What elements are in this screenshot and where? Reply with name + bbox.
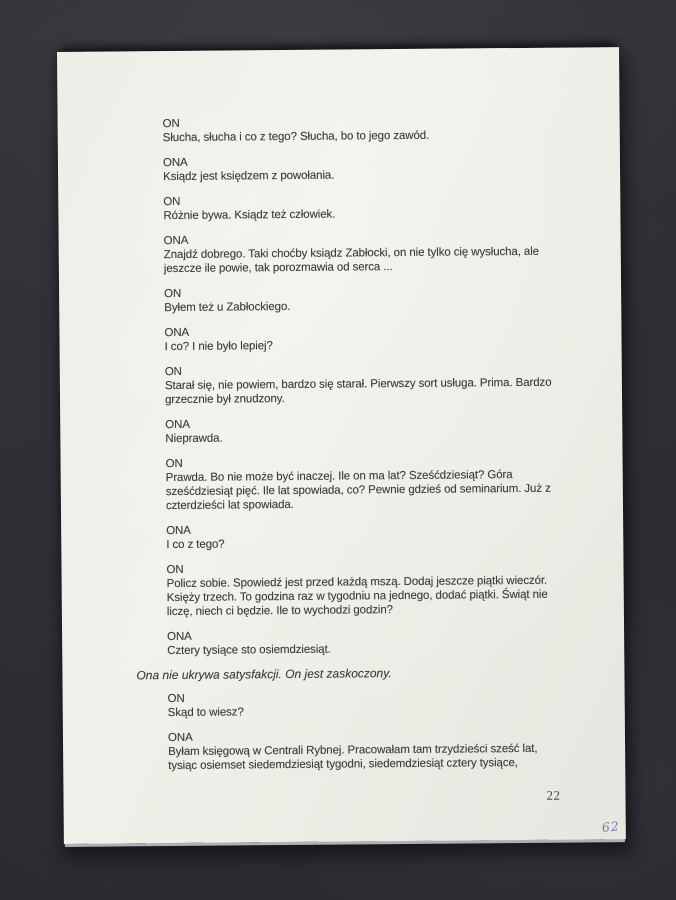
dialogue-block	[165, 415, 558, 446]
dialogue-block	[168, 689, 561, 720]
dialogue-line: Cztery tysiące sto osiemdziesiąt.	[167, 643, 331, 658]
dialogue-block	[166, 521, 559, 552]
speaker-label: ONA	[163, 234, 189, 248]
speaker-label: ON	[164, 287, 182, 301]
dialogue-line: Starał się, nie powiem, bardzo się starał. Pierwszy sort usługa. Prima. Bardzo	[164, 376, 552, 393]
dialogue-block	[165, 362, 558, 407]
dialogue-line: sześćdziesiąt pięć. Ile lat spowiada, co? Pewnie gdzieś od seminarium. Już z	[165, 482, 551, 499]
handwritten-number: 62	[600, 818, 621, 836]
dialogue-line: liczę, niech ci będzie. Ile to wychodzi godzin?	[166, 604, 394, 619]
dialogue-line: Prawda. Bo nie może być inaczej. Ile on ma lat? Sześćdziesiąt? Góra	[165, 469, 513, 485]
dialogue-block	[164, 284, 557, 315]
speaker-label: ONA	[167, 731, 193, 745]
speaker-label: ONA	[165, 418, 190, 432]
dialogue-line: Znajdź dobrego. Taki choćby ksiądz Zabłocki, on nie tylko cię wysłucha, ale	[163, 245, 540, 262]
dialogue-block	[163, 192, 556, 223]
dialogue-line: grzecznie był znudzony.	[164, 393, 285, 407]
speaker-label: ONA	[167, 630, 192, 644]
dialogue-line: czterdzieści lat spowiada.	[165, 498, 294, 513]
dialogue-block	[168, 728, 561, 773]
dialogue-line: tysiąc osiemset siedemdziesiąt tygodni, siedemdziesiąt cztery tysiące,	[168, 757, 518, 773]
speaker-label: ON	[165, 457, 183, 471]
dialogue-block	[163, 114, 556, 145]
dialogue-line: Byłem też u Zabłockiego.	[164, 300, 291, 315]
script-page	[57, 47, 626, 844]
stage-direction	[136, 665, 560, 683]
script-text-column	[57, 47, 626, 844]
dialogue-line: Skąd to wiesz?	[167, 706, 244, 720]
dialogue-line: Nieprawda.	[165, 432, 223, 446]
speaker-label: ON	[163, 195, 181, 209]
dialogue-line: jeszcze ile powie, tak porozmawia od serca ...	[163, 261, 393, 276]
dialogue-block	[164, 323, 557, 354]
dialogue-block	[167, 627, 560, 658]
dialogue-line: Ksiądz jest księdzem z powołania.	[163, 169, 335, 184]
dialogue-line: I co z tego?	[166, 538, 225, 552]
dialogue-block	[166, 560, 559, 619]
speaker-label: ON	[166, 563, 184, 577]
speaker-label: ON	[167, 692, 185, 706]
dialogue-line: Księży trzech. To godzina raz w tygodniu na jednego, dodać piątki. Świąt nie	[166, 588, 548, 605]
page-number: 22	[546, 787, 561, 803]
dialogue-line: Byłam księgową w Centrali Rybnej. Pracowałam tam trzydzieści sześć lat,	[168, 742, 538, 759]
dialogue-line: I co? I nie było lepiej?	[164, 340, 273, 354]
dialogue-line: Policz sobie. Spowiedź jest przed każdą mszą. Dodaj jeszcze piątki wieczór.	[166, 574, 548, 591]
speaker-label: ON	[164, 365, 182, 379]
dialogue-block	[164, 231, 557, 276]
stage-direction-line: Ona nie ukrywa satysfakcji. On jest zaskoczony.	[136, 666, 392, 683]
dialogue-block	[166, 454, 559, 513]
speaker-label: ONA	[166, 524, 191, 538]
dialogue-line: Słucha, słucha i co z tego? Słucha, bo to jego zawód.	[162, 129, 430, 145]
dialogue-line: Różnie bywa. Ksiądz też człowiek.	[163, 208, 336, 223]
speaker-label: ONA	[162, 156, 188, 170]
dialogue-block	[163, 153, 556, 184]
speaker-label: ONA	[164, 326, 190, 340]
speaker-label: ON	[162, 117, 180, 131]
